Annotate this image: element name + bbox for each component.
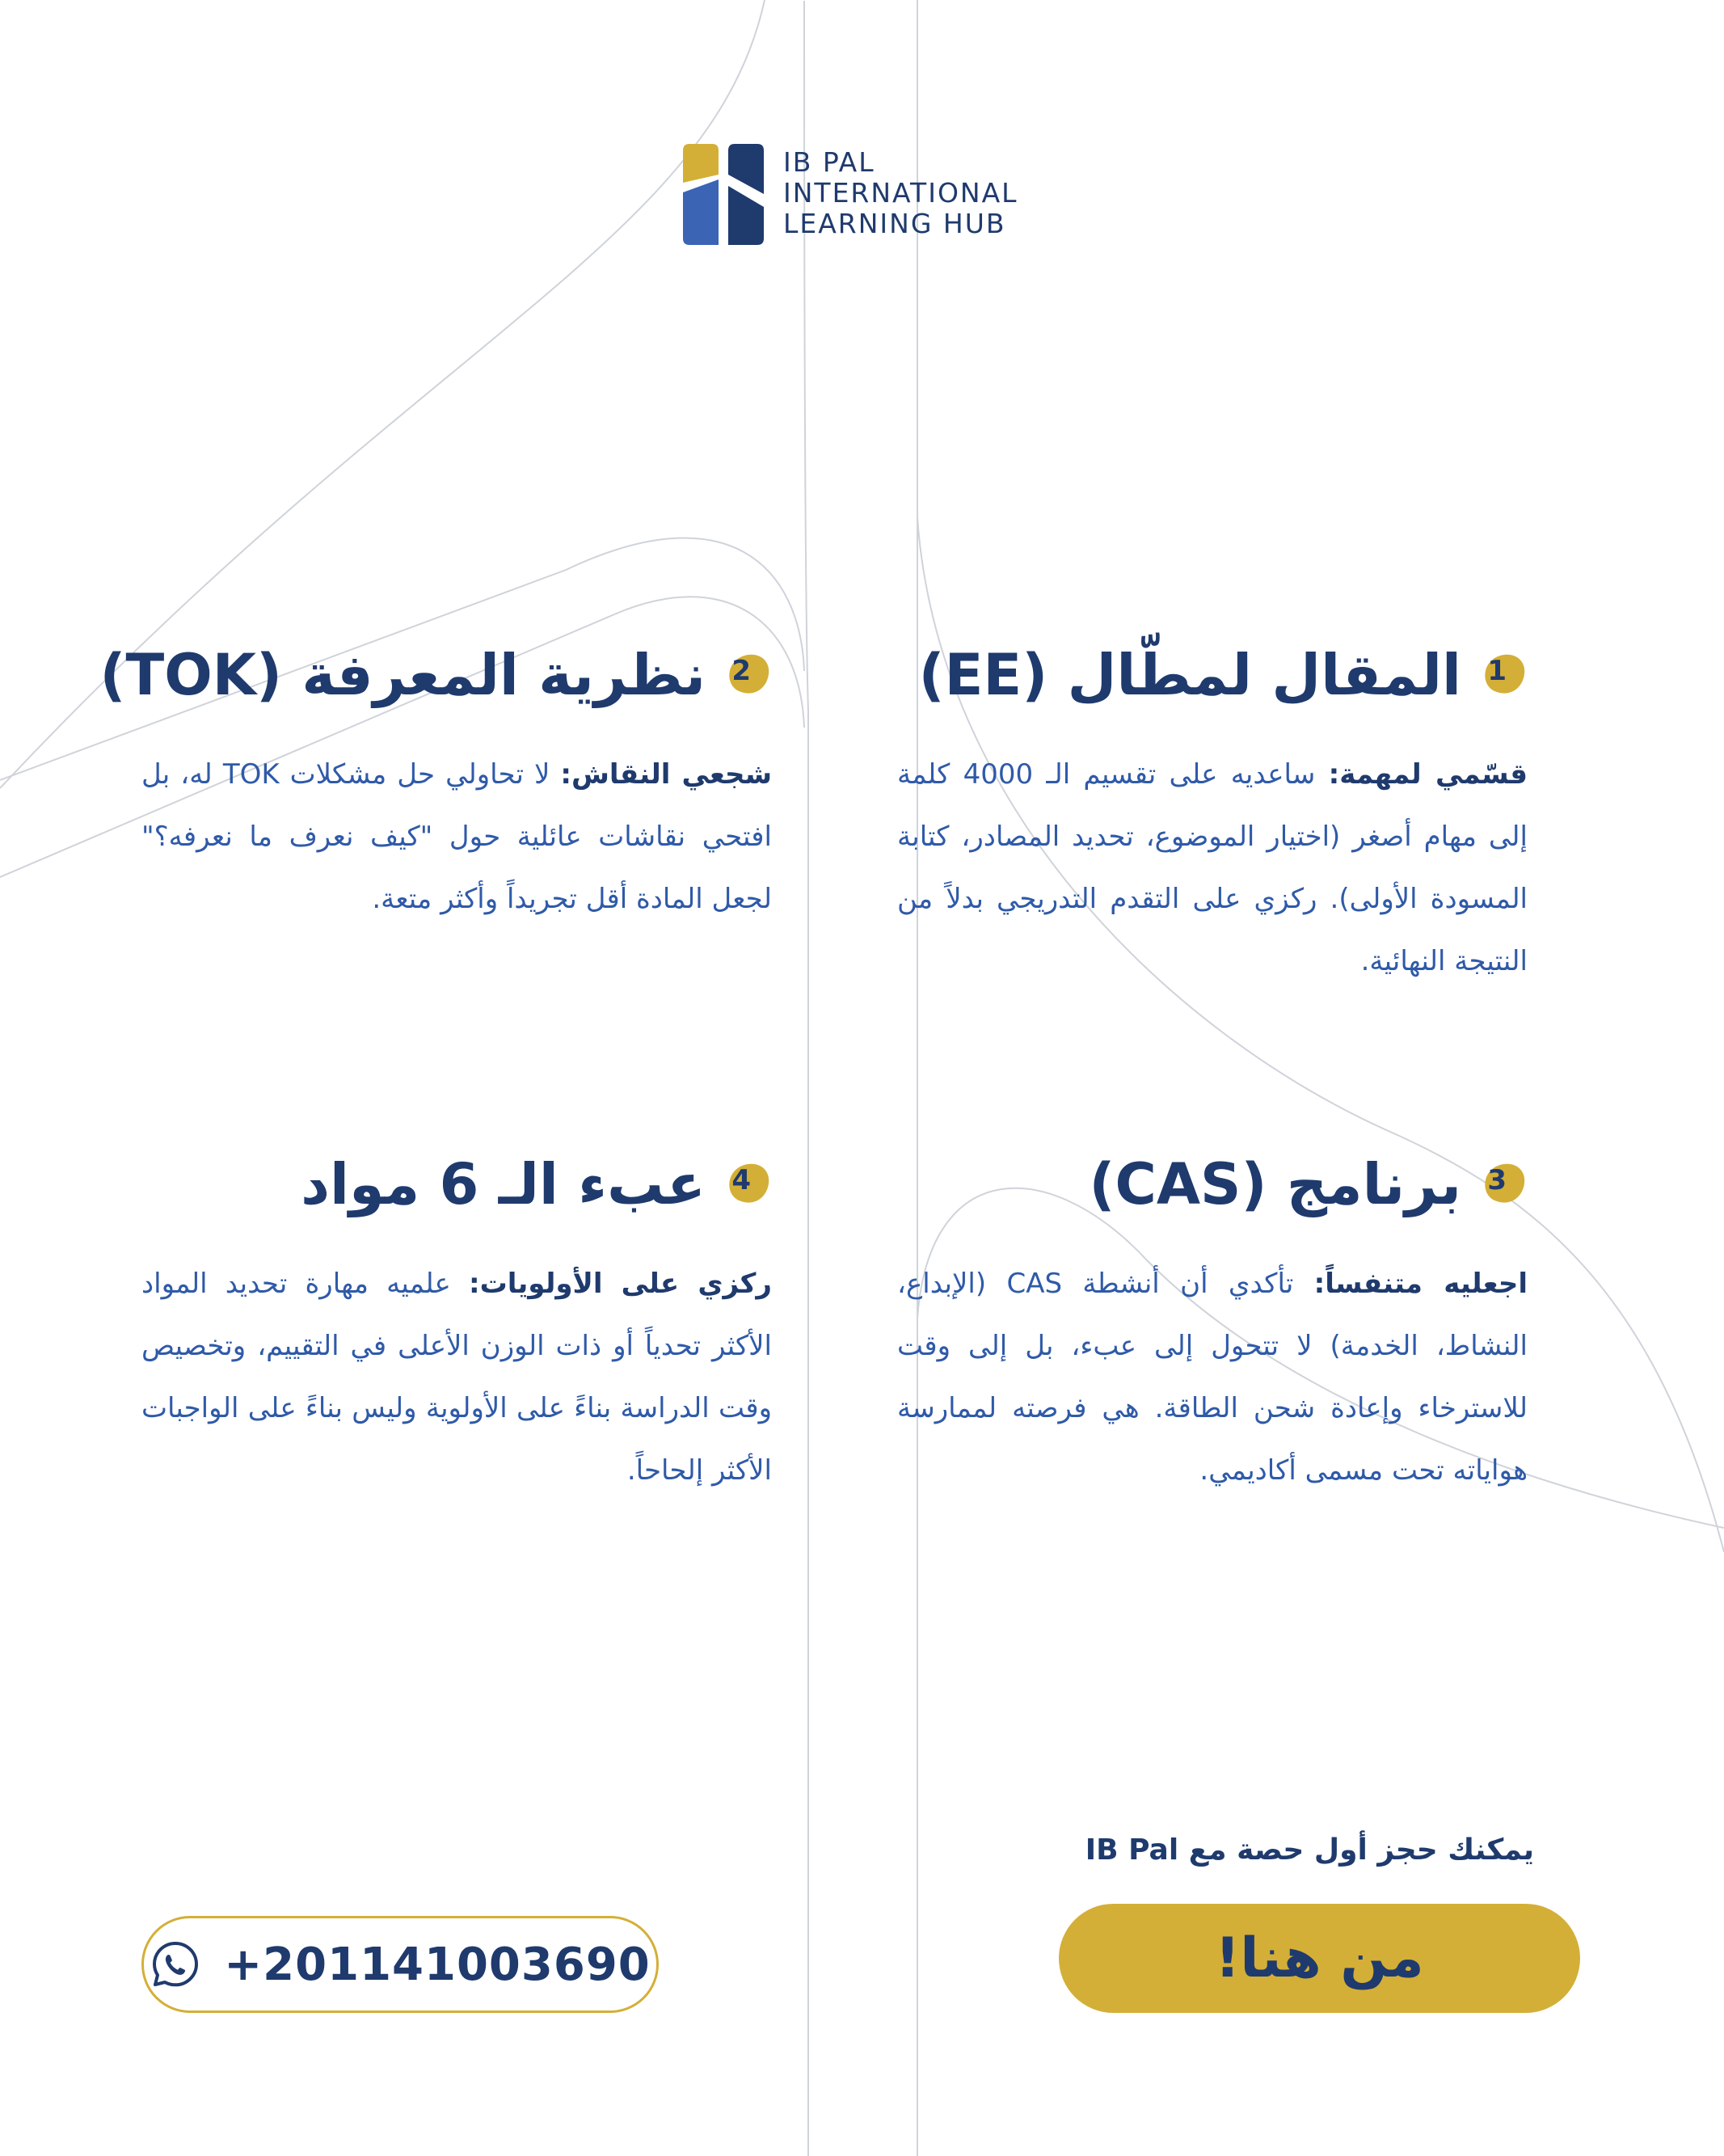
card-heading: المقال لمطّال (EE) <box>918 642 1461 708</box>
card-six-subjects <box>141 1148 772 1502</box>
brand-name <box>783 147 1018 239</box>
card-title <box>897 1148 1528 1221</box>
card-text <box>897 744 1528 993</box>
brand-line-1: IB PAL <box>783 146 875 178</box>
card-description: تأكدي أن أنشطة CAS (الإبداع، النشاط، الخدمة) لا تتحول إلى عبء، بل إلى وقت للاسترخاء وإعادة شحن الطاقة. هي فرصته لممارسة هواياته تحت مسمى أكاديمي. <box>897 1268 1528 1487</box>
card-heading: عبء الـ 6 مواد <box>301 1151 706 1217</box>
card-number: 2 <box>731 655 751 687</box>
brand-line-2: INTERNATIONAL <box>783 177 1018 209</box>
card-description: لا تحاولي حل مشكلات TOK له، بل افتحي نقاشات عائلية حول "كيف نعرف ما نعرفه؟" لجعل المادة أقل تجريداً وأكثر متعة. <box>141 758 772 915</box>
card-heading: برنامج (CAS) <box>1089 1151 1461 1217</box>
card-title <box>99 639 772 711</box>
card-description: علميه مهارة تحديد المواد الأكثر تحدياً أو ذات الوزن الأعلى في التقييم، وتخصيص وقت الدراسة بناءً على الأولوية وليس بناءً على الواجبات الأكثر إلحاحاً. <box>141 1268 772 1487</box>
number-badge <box>1481 1161 1528 1208</box>
card-description: ساعديه على تقسيم الـ 4000 كلمة إلى مهام أصغر (اختيار الموضوع، تحديد المصادر، كتابة المسودة الأولى). ركزي على التقدم التدريجي بدلاً من النتيجة النهائية. <box>897 758 1528 977</box>
card-lead: اجعليه متنفساً: <box>1313 1268 1528 1300</box>
card-text <box>141 1253 772 1502</box>
card-number: 3 <box>1487 1164 1507 1196</box>
number-badge <box>1481 652 1528 698</box>
card-text <box>141 744 772 930</box>
ib-pal-logo-icon <box>683 144 764 245</box>
card-number: 1 <box>1487 655 1507 687</box>
number-badge <box>725 652 772 698</box>
card-heading: نظرية المعرفة (TOK) <box>99 642 706 708</box>
card-lead: قسّمي لمهمة: <box>1328 758 1528 791</box>
whatsapp-contact-button[interactable] <box>141 1916 659 2013</box>
card-theory-of-knowledge <box>99 639 772 930</box>
card-text <box>897 1253 1528 1502</box>
book-session-button[interactable]: من هنا! <box>1059 1904 1580 2013</box>
card-number: 4 <box>731 1164 751 1196</box>
whatsapp-icon <box>150 1939 201 1990</box>
brand-logo <box>683 144 1047 245</box>
card-title <box>897 639 1528 711</box>
card-extended-essay <box>897 639 1528 993</box>
card-lead: ركزي على الأولويات: <box>468 1268 773 1300</box>
card-title <box>141 1148 772 1221</box>
brand-line-3: LEARNING HUB <box>783 208 1006 239</box>
phone-number: +201141003690 <box>224 1938 651 1991</box>
card-cas-program <box>897 1148 1528 1502</box>
number-badge <box>725 1161 772 1208</box>
booking-label: يمكنك حجز أول حصة مع IB Pal <box>1085 1833 1534 1867</box>
card-lead: شجعي النقاش: <box>560 758 772 791</box>
